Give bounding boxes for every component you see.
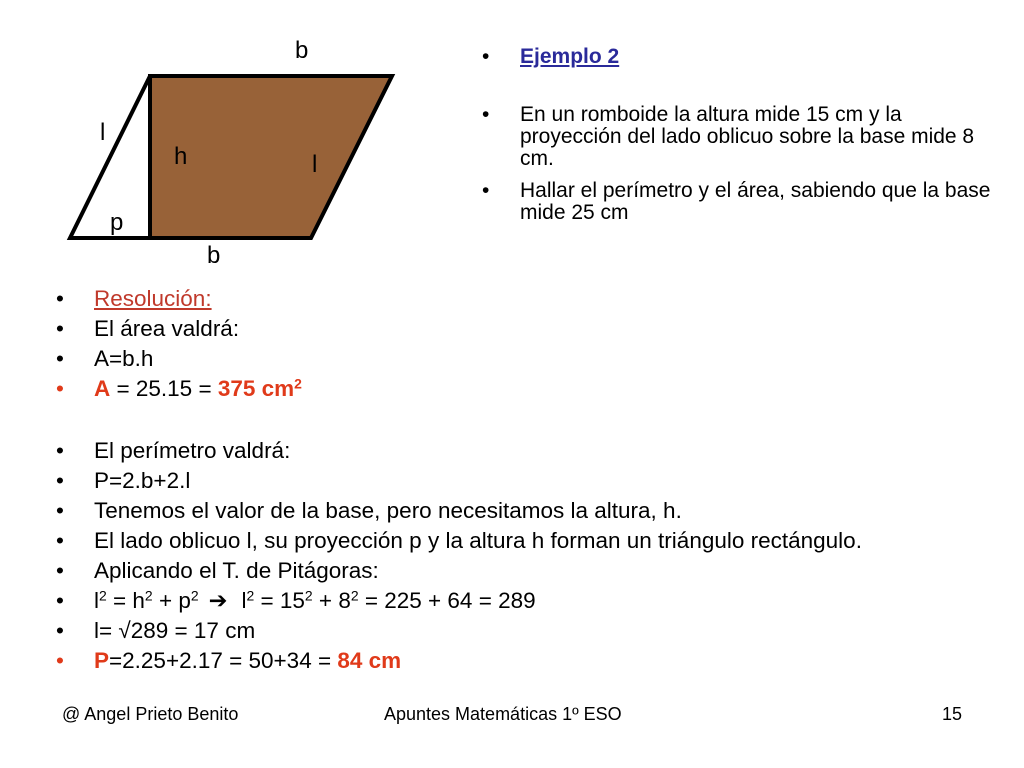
footer-course: Apuntes Matemáticas 1º ESO bbox=[384, 704, 622, 724]
pitagoras-equation: • $l^2 = h^2 + p^2$ ➔ $l^2 = 15^2 + 8^2 = 225 + 64 = 289$ bbox=[56, 586, 996, 616]
triangle-note: • El lado oblicuo l, su proyección p y la altura h forman un triángulo rectángulo. bbox=[56, 526, 996, 556]
area-formula: • A=b.h bbox=[56, 344, 996, 374]
example-title: Ejemplo 2 bbox=[520, 45, 620, 68]
resolution-heading-item bbox=[56, 284, 996, 314]
perimeter-calc bbox=[56, 646, 996, 676]
statement-line-1: • En un romboide la altura mide 15 cm y la proyección del lado oblicuo sobre la base mide 8 cm. bbox=[482, 104, 1002, 170]
sqrt-line: • l= √289 = 17 cm bbox=[56, 616, 996, 646]
label-b-bottom: b bbox=[207, 242, 221, 269]
resolution-list bbox=[56, 284, 996, 676]
perimeter-result: 84 cm bbox=[337, 648, 402, 673]
label-b-top: b bbox=[295, 37, 309, 64]
page-number: 15 bbox=[942, 704, 963, 724]
perimeter-formula: • P=2.b+2.l bbox=[56, 466, 996, 496]
arrow-icon: ➔ bbox=[208, 588, 228, 613]
label-l-left: l bbox=[100, 119, 106, 146]
base-note: • Tenemos el valor de la base, pero necesitamos la altura, h. bbox=[56, 496, 996, 526]
rhomboid-figure bbox=[0, 0, 420, 290]
area-calc bbox=[56, 374, 996, 404]
perimeter-symbol: P bbox=[94, 648, 110, 673]
area-calc-mid: = 25.15 = bbox=[110, 376, 218, 401]
label-p: p bbox=[110, 209, 124, 236]
perimeter-calc-mid: =2.25+2.17 = 50+34 = bbox=[109, 648, 338, 673]
footer-author: @ Angel Prieto Benito bbox=[62, 704, 239, 724]
perimeter-intro: • El perímetro valdrá: bbox=[56, 436, 996, 466]
area-symbol: A bbox=[94, 376, 111, 401]
label-l-right: l bbox=[312, 151, 318, 178]
area-result: 375 $cm^2$ bbox=[217, 375, 302, 401]
example-title-item bbox=[482, 46, 1002, 68]
footer bbox=[0, 704, 1024, 732]
area-intro: • El área valdrá: bbox=[56, 314, 996, 344]
resolution-heading: Resolución: bbox=[94, 286, 212, 311]
statement-line-2: • Hallar el perímetro y el área, sabiendo que la base mide 25 cm bbox=[482, 180, 1002, 224]
pitagoras-intro: • Aplicando el T. de Pitágoras: bbox=[56, 556, 996, 586]
label-h: h bbox=[174, 143, 188, 170]
problem-statement bbox=[482, 46, 1002, 244]
